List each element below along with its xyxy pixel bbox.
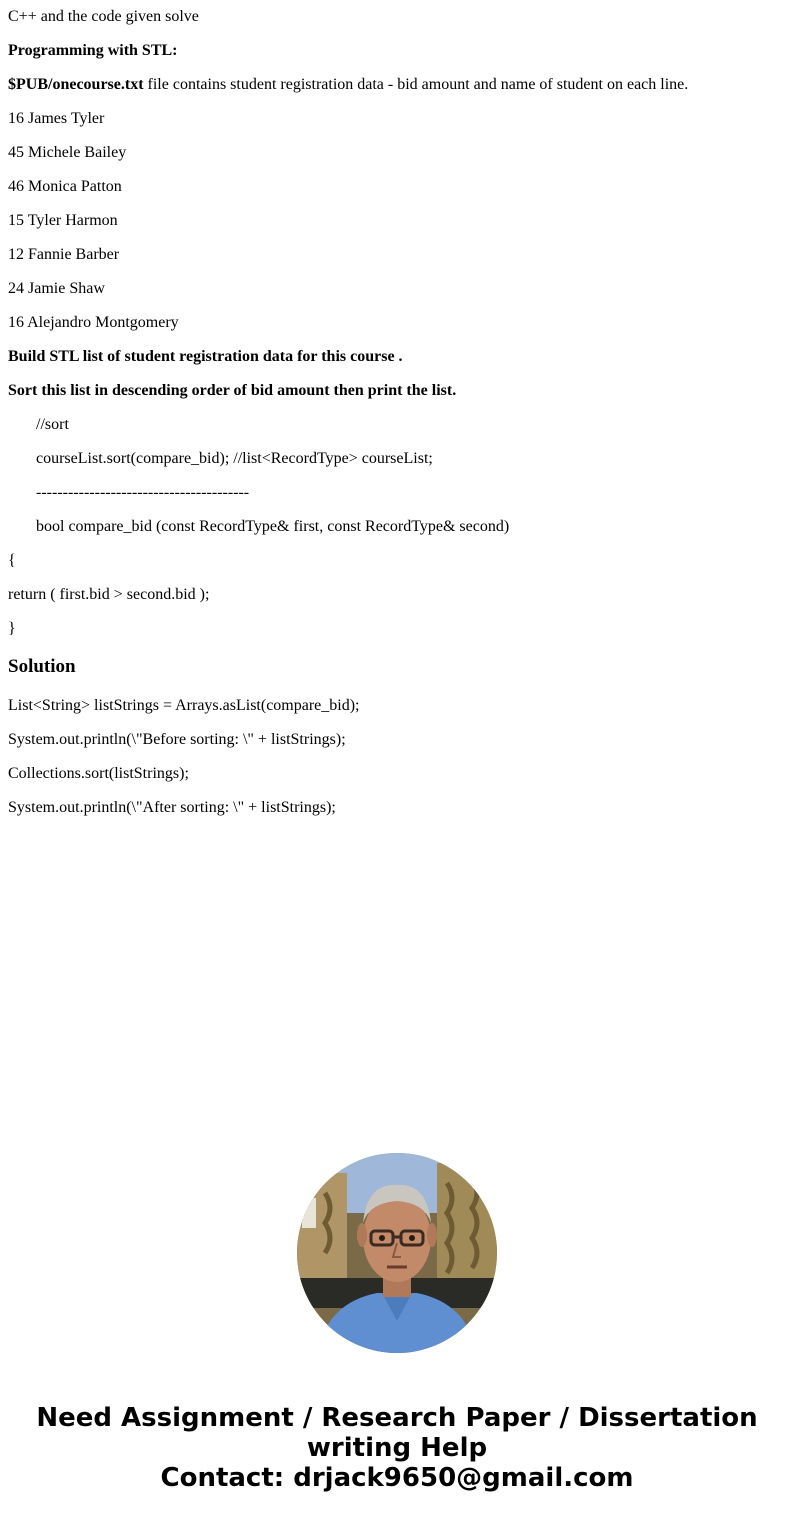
intro-text: C++ and the code given solve bbox=[8, 8, 199, 25]
code-line: bool compare_bid (const RecordType& first, const RecordType& second) bbox=[36, 518, 510, 535]
promo-line-2: writing Help bbox=[306, 1433, 488, 1463]
author-photo bbox=[297, 1153, 497, 1353]
promo-banner bbox=[0, 1403, 794, 1493]
code-line: courseList.sort(compare_bid); //list<RecordType> courseList; bbox=[36, 450, 433, 467]
section-title: Programming with STL: bbox=[8, 42, 178, 59]
record-line: 16 James Tyler bbox=[8, 110, 105, 127]
promo-contact[interactable]: Contact: drjack9650@gmail.com bbox=[160, 1463, 634, 1493]
solution-line: Collections.sort(listStrings); bbox=[8, 765, 189, 782]
solution-heading: Solution bbox=[8, 656, 76, 677]
record-line: 45 Michele Bailey bbox=[8, 144, 127, 161]
code-line: //sort bbox=[36, 416, 69, 433]
record-line: 15 Tyler Harmon bbox=[8, 212, 118, 229]
file-description bbox=[8, 76, 688, 94]
record-line: 16 Alejandro Montgomery bbox=[8, 314, 179, 331]
filename: $PUB/onecourse.txt bbox=[8, 76, 144, 93]
task-sort-list: Sort this list in descending order of bid amount then print the list. bbox=[8, 382, 457, 399]
code-brace-open: { bbox=[8, 552, 16, 569]
code-separator: ---------------------------------------- bbox=[36, 484, 250, 501]
promo-line-1: Need Assignment / Research Paper / Dissertation bbox=[36, 1403, 758, 1433]
record-line: 24 Jamie Shaw bbox=[8, 280, 105, 297]
code-brace-close: } bbox=[8, 620, 16, 637]
solution-line: System.out.println(\"Before sorting: \" + listStrings); bbox=[8, 731, 346, 748]
code-return-line: return ( first.bid > second.bid ); bbox=[8, 586, 210, 603]
solution-line: System.out.println(\"After sorting: \" + listStrings); bbox=[8, 799, 336, 816]
task-build-list: Build STL list of student registration data for this course . bbox=[8, 348, 403, 365]
record-line: 46 Monica Patton bbox=[8, 178, 122, 195]
solution-line: List<String> listStrings = Arrays.asList(compare_bid); bbox=[8, 697, 360, 714]
record-line: 12 Fannie Barber bbox=[8, 246, 120, 263]
file-description-text: file contains student registration data - bid amount and name of student on each line. bbox=[143, 76, 689, 93]
